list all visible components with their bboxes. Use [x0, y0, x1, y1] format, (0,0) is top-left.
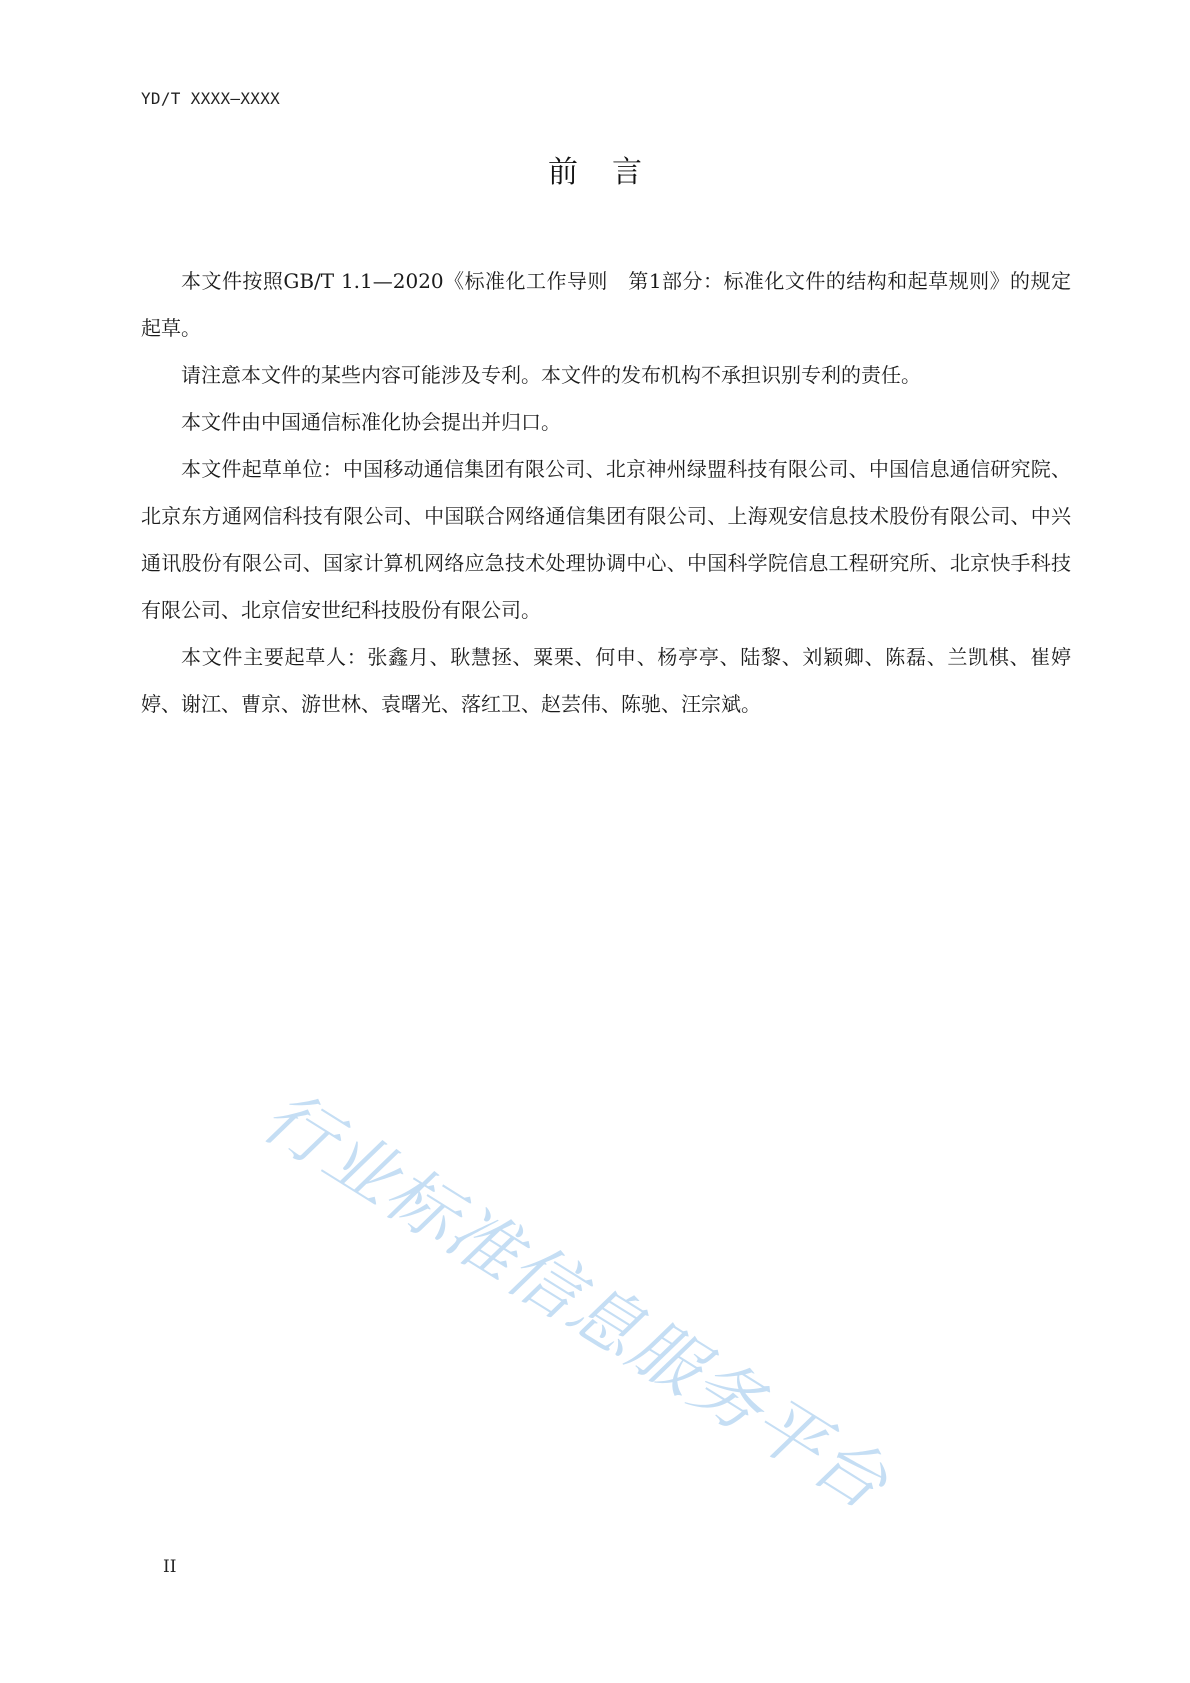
document-code: YD/T XXXX—XXXX [141, 89, 281, 108]
watermark: 行业标准信息服务平台 [248, 1074, 903, 1526]
paragraph-drafting-units: 本文件起草单位：中国移动通信集团有限公司、北京神州绿盟科技有限公司、中国信息通信研究院、北京东方通网信科技有限公司、中国联合网络通信集团有限公司、上海观安信息技术股份有限公司、中兴通讯股份有限公司、国家计算机网络应急技术处理协调中心、中国科学院信息工程研究所、北京快手科技有限公司、北京信安世纪科技股份有限公司。 [141, 457, 1071, 622]
paragraph-proposer: 本文件由中国通信标准化协会提出并归口。 [181, 410, 561, 434]
page-number: II [163, 1557, 177, 1577]
page-title: 前言 [548, 155, 676, 190]
paragraph-drafting-rules: 本文件按照GB/T 1.1—2020《标准化工作导则 第1部分：标准化文件的结构和起草规则》的规定起草。 [141, 269, 1071, 340]
paragraph-patent-notice: 请注意本文件的某些内容可能涉及专利。本文件的发布机构不承担识别专利的责任。 [181, 363, 921, 387]
paragraph-drafters: 本文件主要起草人：张鑫月、耿慧拯、粟栗、何申、杨亭亭、陆黎、刘颖卿、陈磊、兰凯棋、崔婷婷、谢江、曹京、游世林、袁曙光、落红卫、赵芸伟、陈驰、汪宗斌。 [141, 645, 1071, 716]
preface-body [141, 258, 1071, 728]
